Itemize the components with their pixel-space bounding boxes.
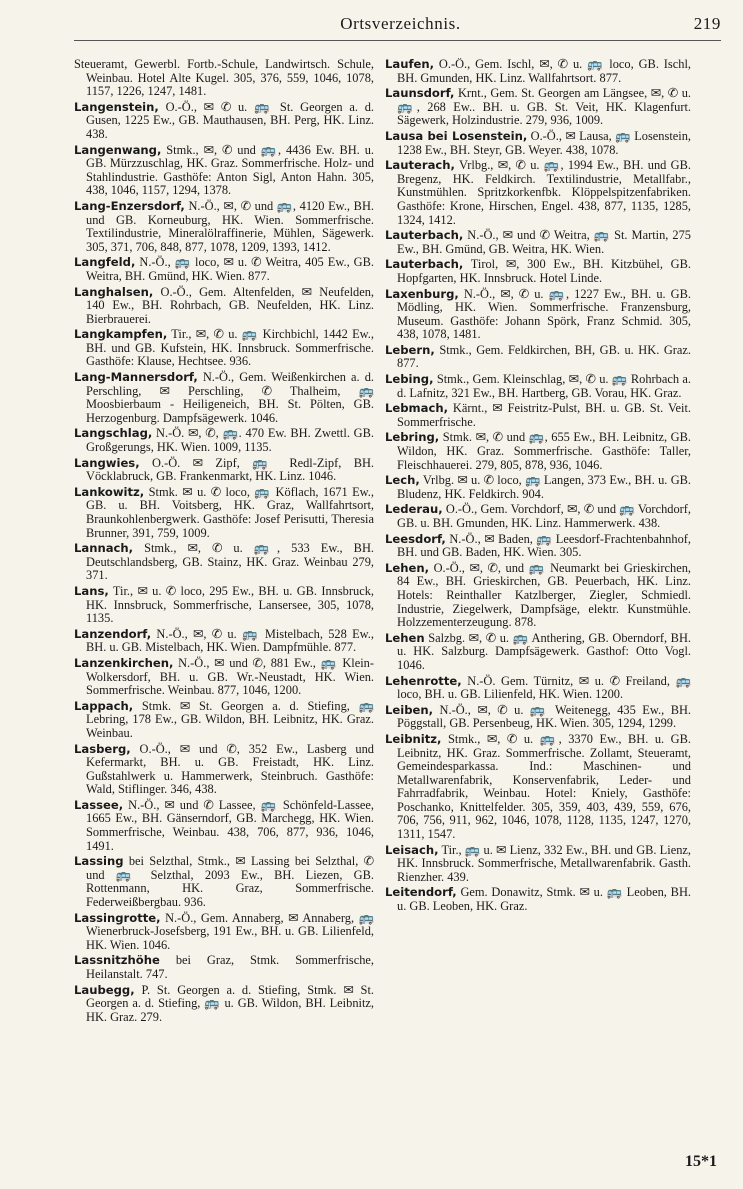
entry-text: Salzbg. ✉, ✆ u. 🚌 Anthering, GB. Oberndorf, BH. u. HK. Salzburg. Dampfsägewerk. Gasthof: Otto Vogl. 1046. (397, 630, 691, 672)
gazetteer-entry (385, 87, 691, 128)
entry-headword: Leesdorf, (385, 531, 446, 546)
entry-headword: Launsdorf, (385, 86, 455, 101)
gazetteer-entry (74, 486, 374, 540)
gazetteer-entry (74, 984, 374, 1025)
entry-headword: Lappach, (74, 698, 134, 713)
entry-headword: Laxenburg, (385, 286, 459, 301)
entry-text: N.-Ö., ✉ und ✆, 881 Ew., 🚌 Klein-Wolkersdorf, BH. u. GB. Wr.-Neustadt, HK. Wien. Sommerfrische. Weinbau. 877, 1046, 1200. (86, 655, 374, 698)
gazetteer-entry (385, 844, 691, 885)
entry-text: N.-Ö., ✉, ✆ und 🚌, 4120 Ew., BH. und GB. Korneuburg, HK. Wien. Sommerfrische. Textilindustrie, Mineralölraffinerie, Mühlen, Sägewerk. 305, 371, 706, 848, 877, 1078, 1209, 1393, 1412. (86, 198, 374, 254)
entry-text: O.-Ö., Gem. Ischl, ✉, ✆ u. 🚌 loco, GB. Ischl, BH. Gmunden, HK. Linz. Wallfahrtsort. 877. (397, 58, 691, 85)
entry-headword: Lanzenkirchen, (74, 655, 174, 670)
gazetteer-entry (385, 258, 691, 285)
gazetteer-entry (74, 628, 374, 655)
entry-text: O.-Ö., Gem. Vorchdorf, ✉, ✆ und 🚌 Vorchdorf, GB. u. BH. Gmunden, HK. Linz. Hammerwerk. 438. (397, 502, 691, 530)
page-header (80, 14, 721, 38)
page-number: 219 (693, 14, 721, 33)
entry-headword: Lauterbach, (385, 257, 464, 272)
gazetteer-entry (74, 58, 374, 99)
entry-headword: Lang-Mannersdorf, (74, 370, 198, 385)
gazetteer-entry (385, 632, 691, 673)
entry-text: Tir., 🚌 u. ✉ Lienz, 332 Ew., BH. und GB. Lienz, HK. Innsbruck. Sommerfrische, Metallwarenfabrik. Gasth. Rienzher. 439. (397, 842, 691, 884)
entry-headword: Lassing (74, 854, 124, 869)
entry-text: Stmk. ✉ St. Georgen a. d. Stiefing, 🚌 Lebring, 178 Ew., GB. Wildon, BH. Leibnitz, HK. Graz. Weinbau. (86, 698, 374, 740)
gazetteer-entry (385, 159, 691, 227)
entry-headword: Lederau, (385, 502, 443, 517)
entry-text: Tirol, ✉, 300 Ew., BH. Kitzbühel, GB. Hopfgarten, HK. Innsbruck. Hotel Linde. (397, 257, 691, 285)
gazetteer-entry (385, 58, 691, 85)
entry-headword: Lannach, (74, 541, 134, 556)
gazetteer-entry (74, 657, 374, 698)
gazetteer-entry (385, 402, 691, 429)
entry-headword: Lebmach, (385, 401, 448, 416)
gazetteer-entry (74, 286, 374, 327)
entry-headword: Lasberg, (74, 741, 131, 756)
entry-headword: Leisach, (385, 842, 439, 857)
gazetteer-entry (74, 371, 374, 425)
gazetteer-entry (385, 533, 691, 560)
gazetteer-entry (74, 585, 374, 626)
entry-text: bei Graz, Stmk. Sommerfrische, Heilanstalt. 747. (86, 953, 374, 981)
entry-text: N.-Ö. ✉, ✆, 🚌. 470 Ew. BH. Zwettl. GB. Großgerungs, HK. Wien. 1009, 1135. (86, 426, 374, 455)
entry-text: Tir., ✉ u. ✆ loco, 295 Ew., BH. u. GB. Innsbruck, HK. Innsbruck, Sommerfrische, Lansersee, 305, 1078, 1135. (86, 583, 374, 626)
entry-headword: Lauterach, (385, 158, 455, 173)
gazetteer-entry (385, 130, 691, 157)
gazetteer-entry (74, 855, 374, 909)
entry-text: N.-Ö., ✉, ✆ u. 🚌 Weitenegg, 435 Ew., BH. Pöggstall, GB. Persenbeug, HK. Wien. 305, 1294, 1299. (397, 702, 691, 731)
gazetteer-entry (74, 427, 374, 454)
entry-headword: Lech, (385, 473, 420, 488)
gazetteer-entry (74, 457, 374, 484)
entry-text: Stmk., ✉, ✆ u. 🚌, 533 Ew., BH. Deutschlandsberg, GB. Stainz, HK. Graz. Weinbau 279, 371. (86, 541, 374, 583)
entry-text: N.-Ö., ✉ und ✆ Weitra, 🚌 St. Martin, 275 Ew., BH. Gmünd, GB. Weitra, HK. Wien. (397, 228, 691, 256)
gazetteer-entry (74, 144, 374, 198)
entry-text: N.-Ö., Gem. Annaberg, ✉ Annaberg, 🚌 Wienerbruck-Josefsberg, 191 Ew., BH. u. GB. Lilienfeld, HK. Wien. 1046. (86, 910, 374, 952)
entry-headword: Lassnitzhöhe (74, 953, 160, 968)
left-column (74, 58, 374, 1148)
entry-headword: Leibnitz, (385, 731, 442, 746)
entry-headword: Lassingrotte, (74, 910, 161, 925)
entry-text: Steueramt, Gewerbl. Fortb.-Schule, Landwirtsch. Schule, Weinbau. Hotel Alte Kugel. 305, 376, 559, 1046, 1078, 1157, 1226, 1247, 1481. (74, 58, 374, 99)
entry-text: Stmk. ✉, ✆ und 🚌, 655 Ew., BH. Leibnitz, GB. Wildon, HK. Graz. Sommerfrische. Gasthöfe: Taller, Fleischhauerei. 279, 805, 878, 936, 1046. (397, 430, 691, 472)
entry-text: Gem. Donawitz, Stmk. ✉ u. 🚌 Leoben, BH. u. GB. Leoben, HK. Graz. (397, 885, 691, 914)
entry-headword: Lassee, (74, 797, 124, 812)
entry-headword: Langschlag, (74, 426, 153, 441)
gazetteer-entry (74, 799, 374, 853)
entry-headword: Lanzendorf, (74, 626, 152, 641)
entry-text: N.-Ö. Gem. Türnitz, ✉ u. ✆ Freiland, 🚌 loco, BH. u. GB. Lilienfeld, HK. Wien. 1200. (397, 673, 691, 702)
gazetteer-entry (385, 704, 691, 731)
gazetteer-entry (74, 200, 374, 254)
gazetteer-entry (74, 256, 374, 283)
gazetteer-entry (74, 542, 374, 583)
signature-mark: 15*1 (685, 1153, 717, 1170)
entry-text: Stmk., Gem. Feldkirchen, BH, GB. u. HK. Graz. 877. (397, 342, 691, 371)
entry-headword: Lans, (74, 583, 109, 598)
right-column (385, 58, 691, 1148)
entry-headword: Langwies, (74, 455, 140, 470)
entry-text: Stmk. ✉ u. ✆ loco, 🚌 Köflach, 1671 Ew., GB. u. BH. Voitsberg, HK. Graz, Wallfahrtsort, Braunkohlenbergwerk. Gasthöfe: Josef Perisutti, Theresia Brunner, 391, 759, 1009. (86, 484, 374, 540)
entry-headword: Lebern, (385, 342, 435, 357)
gazetteer-entry (385, 886, 691, 913)
entry-text: Tir., ✉, ✆ u. 🚌 Kirchbichl, 1442 Ew., BH. und GB. Kufstein, HK. Innsbruck. Sommerfrische. Gasthöfe: Klause, Hechtsee. 936. (86, 327, 374, 369)
gazetteer-entry (385, 431, 691, 472)
entry-headword: Laubegg, (74, 982, 135, 997)
entry-text: Stmk., ✉, ✆ und 🚌, 4436 Ew. BH. u. GB. Mürzzuschlag, HK. Graz. Sommerfrische. Holz- und Stahlindustrie. Gasthöfe: Anton Sigl, Anton Hahn. 305, 438, 1046, 1157, 1294, 1378. (86, 142, 374, 198)
entry-text: O.-Ö., ✉ Lausa, 🚌 Losenstein, 1238 Ew., BH. Steyr, GB. Weyer. 438, 1078. (397, 128, 691, 157)
entry-headword: Lehenrotte, (385, 673, 462, 688)
entry-headword: Lausa bei Losenstein, (385, 128, 528, 143)
gazetteer-entry (74, 328, 374, 369)
entry-headword: Langenstein, (74, 99, 159, 114)
entry-headword: Lehen (385, 630, 425, 645)
entry-text: O.-Ö., ✉ und ✆, 352 Ew., Lasberg und Kefermarkt, BH. u. GB. Freistadt, HK. Linz. Gußstahlwerk u. Hammerwerk, Steinbruch. Gasthöfe: Wald, Stiflinger. 346, 438. (86, 741, 374, 797)
entry-text: O.-Ö., Gem. Altenfelden, ✉ Neufelden, 140 Ew., BH. Rohrbach, GB. Neufelden, HK. Linz. Bierbrauerei. (86, 284, 374, 326)
entry-text: N.-Ö., ✉, ✆ u. 🚌, 1227 Ew., BH. u. GB. Mödling, HK. Wien. Sommerfrische. Franzensburg, Museum. Gasthöfe: Johann Spörk, Franz Schmid. 305, 438, 1078, 1481. (397, 286, 691, 342)
entry-headword: Lebing, (385, 372, 434, 387)
entry-text: Kärnt., ✉ Feistritz-Pulst, BH. u. GB. St. Veit. Sommerfrische. (397, 401, 691, 429)
entry-headword: Leiben, (385, 702, 434, 717)
running-title: Ortsverzeichnis. (340, 14, 461, 33)
entry-text: Krnt., Gem. St. Georgen am Längsee, ✉, ✆ u. 🚌, 268 Ew.. BH. u. GB. St. Veit, HK. Klagenfurt. Sägewerk, Holzindustrie. 279, 936, 1009. (397, 86, 691, 128)
gazetteer-entry (74, 912, 374, 953)
entry-headword: Langenwang, (74, 142, 162, 157)
entry-text: N.-Ö., 🚌 loco, ✉ u. ✆ Weitra, 405 Ew., GB. Weitra, BH. Gmünd, HK. Wien. 877. (86, 255, 374, 283)
entry-headword: Langhalsen, (74, 284, 154, 299)
entry-headword: Laufen, (385, 58, 435, 71)
gazetteer-entry (74, 743, 374, 797)
gazetteer-entry (385, 474, 691, 501)
entry-headword: Lankowitz, (74, 484, 145, 499)
gazetteer-entry (385, 344, 691, 371)
entry-text: N.-Ö., ✉ Baden, 🚌 Leesdorf-Frachtenbahnhof, BH. und GB. Baden, HK. Wien. 305. (397, 531, 691, 560)
entry-text: bei Selzthal, Stmk., ✉ Lassing bei Selzthal, ✆ und 🚌 Selzthal, 2093 Ew., BH. Liezen, GB. Rottenmann, HK. Graz, Sommerfrische. Federweißbergbau. 936. (86, 854, 374, 910)
gazetteer-entry (385, 288, 691, 342)
gazetteer-entry (385, 229, 691, 256)
entry-text: Stmk., Gem. Kleinschlag, ✉, ✆ u. 🚌 Rohrbach a. d. Lafnitz, 321 Ew., BH. Hartberg, GB. Vorau, HK. Graz. (397, 372, 691, 400)
gazetteer-entry (74, 954, 374, 981)
entry-headword: Lehen, (385, 560, 430, 575)
gazetteer-entry (385, 675, 691, 702)
entry-headword: Langfeld, (74, 255, 136, 270)
entry-headword: Langkampfen, (74, 327, 168, 342)
entry-text: N.-Ö., ✉, ✆ u. 🚌 Mistelbach, 528 Ew., BH. u. GB. Mistelbach, HK. Wien. Dampfmühle. 877. (86, 626, 374, 655)
gazetteer-entry (74, 101, 374, 142)
entry-headword: Lang-Enzersdorf, (74, 198, 185, 213)
gazetteer-entry (74, 700, 374, 741)
header-rule (74, 40, 721, 41)
entry-text: N.-Ö., ✉ und ✆ Lassee, 🚌 Schönfeld-Lassee, 1665 Ew., BH. Gänserndorf, GB. Marchegg, HK. Wien. Sommerfrische, Weinbau. 438, 706, 877, 936, 1046, 1491. (86, 797, 374, 853)
entry-text: N.-Ö., Gem. Weißenkirchen a. d. Perschling, ✉ Perschling, ✆ Thalheim, 🚌 Moosbierbaum - Heiligeneich, BH. St. Pölten, GB. Herzogenburg. Dampfsägewerk. 1046. (86, 370, 374, 425)
gazetteer-entry (385, 373, 691, 400)
entry-text: O.-Ö., ✉, ✆, und 🚌 Neumarkt bei Grieskirchen, 84 Ew., BH. Grieskirchen, GB. Peuerbach, HK. Linz. Hotels: Reinthaller Katzlberger, Ziegler, Schmiedl. Industrie, Ziegelwerk, Dampfsäge, elektr. Kunstmühle. Holzzementerzeugung. 878. (397, 560, 691, 630)
entry-text: Vrlbg. ✉ u. ✆ loco, 🚌 Langen, 373 Ew., BH. u. GB. Bludenz, HK. Feldkirch. 904. (397, 473, 691, 501)
gazetteer-entry (385, 733, 691, 842)
entry-headword: Lebring, (385, 430, 440, 445)
entry-headword: Leitendorf, (385, 885, 457, 900)
entry-text: Vrlbg., ✉, ✆ u. 🚌, 1994 Ew., BH. und GB. Bregenz, HK. Feldkirch. Textilindustrie, Metallfabr., Kunstmühlen. Spritzkorkenfbk. Klöppelspitzenfabriken. Gasthöfe: Krone, Hirschen, Engel. 438, 877, 1135, 1285, 1324, 1412. (397, 158, 691, 227)
entry-text: O.-Ö. ✉ Zipf, 🚌 Redl-Zipf, BH. Vöcklabruck, GB. Frankenmarkt, HK. Linz. 1046. (86, 455, 374, 484)
entry-text: Stmk., ✉, ✆ u. 🚌, 3370 Ew., BH. u. GB. Leibnitz, HK. Graz. Sommerfrische. Zollamt, Steueramt, Gemeindesparkassa. Ind.: Maschinen- und Metallwarenfabrik, Konservenfabrik, Leder- und Fahrradfabrik, Weinbau. Hotel: Kniely, Gasthöfe: Poschanko, Knittelfelder. 305, 359, 403, 439, 559, 676, 706, 756, 911, 962, 1046, 1078, 1128, 1135, 1247, 1270, 1311, 1547. (397, 731, 691, 842)
gazetteer-entry (385, 562, 691, 630)
entry-text: O.-Ö., ✉ ✆ u. 🚌 St. Georgen a. d. Gusen, 1225 Ew., GB. Mauthausen, BH. Perg, HK. Linz. 438. (86, 99, 374, 141)
entry-text: P. St. Georgen a. d. Stiefing, Stmk. ✉ St. Georgen a. d. Stiefing, 🚌 u. GB. Wildon, BH. Leibnitz, HK. Graz. 279. (86, 982, 374, 1024)
entry-headword: Lauterbach, (385, 228, 464, 243)
gazetteer-entry (385, 503, 691, 530)
